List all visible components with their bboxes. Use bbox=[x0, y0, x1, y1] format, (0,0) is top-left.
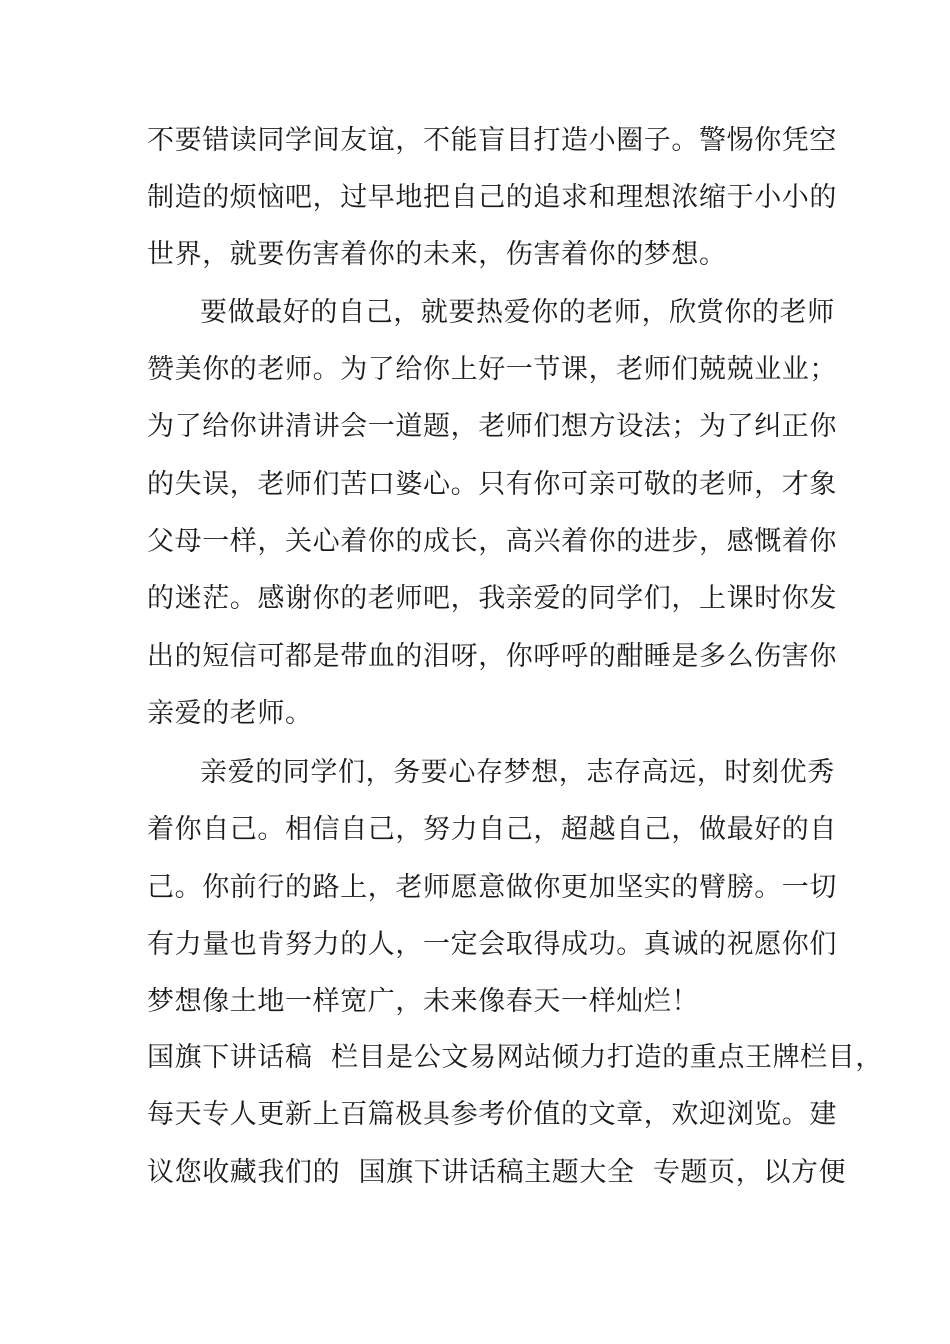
footer-note-line: 国旗下讲话稿 栏目是公文易网站倾力打造的重点王牌栏目， bbox=[147, 1042, 883, 1073]
text-line: 赞美你的老师。为了给你上好一节课，老师们兢兢业业； bbox=[147, 354, 837, 385]
text-line: 己。你前行的路上，老师愿意做你更加坚实的臂膀。一切 bbox=[147, 872, 837, 903]
text-line: 出的短信可都是带血的泪呀，你呼呼的酣睡是多么伤害你 bbox=[147, 641, 837, 672]
text-line: 为了给你讲清讲会一道题，老师们想方设法；为了纠正你 bbox=[147, 411, 837, 442]
text-line: 的迷茫。感谢你的老师吧，我亲爱的同学们，上课时你发 bbox=[147, 583, 837, 614]
footer-note-line: 议您收藏我们的 国旗下讲话稿主题大全 专题页，以方便 bbox=[147, 1157, 847, 1188]
text-line: 父母一样，关心着你的成长，高兴着你的进步，感慨着你 bbox=[147, 526, 837, 557]
paragraph-start-line: 亲爱的同学们，务要心存梦想，志存高远，时刻优秀 bbox=[200, 757, 835, 788]
text-line: 世界，就要伤害着你的未来，伤害着你的梦想。 bbox=[147, 239, 727, 270]
text-line: 有力量也肯努力的人，一定会取得成功。真诚的祝愿你们 bbox=[147, 929, 837, 960]
text-line: 着你自己。相信自己，努力自己，超越自己，做最好的自 bbox=[147, 814, 837, 845]
text-line: 的失误，老师们苦口婆心。只有你可亲可敬的老师，才象 bbox=[147, 469, 837, 500]
text-line: 不要错读同学间友谊，不能盲目打造小圈子。警惕你凭空 bbox=[147, 125, 837, 156]
footer-note-line: 每天专人更新上百篇极具参考价值的文章，欢迎浏览。建 bbox=[147, 1099, 837, 1130]
text-line: 制造的烦恼吧，过早地把自己的追求和理想浓缩于小小的 bbox=[147, 182, 837, 213]
text-line: 亲爱的老师。 bbox=[147, 698, 313, 729]
paragraph-start-line: 要做最好的自己，就要热爱你的老师，欣赏你的老师 bbox=[200, 297, 835, 328]
text-line: 梦想像土地一样宽广，未来像春天一样灿烂！ bbox=[147, 986, 699, 1017]
